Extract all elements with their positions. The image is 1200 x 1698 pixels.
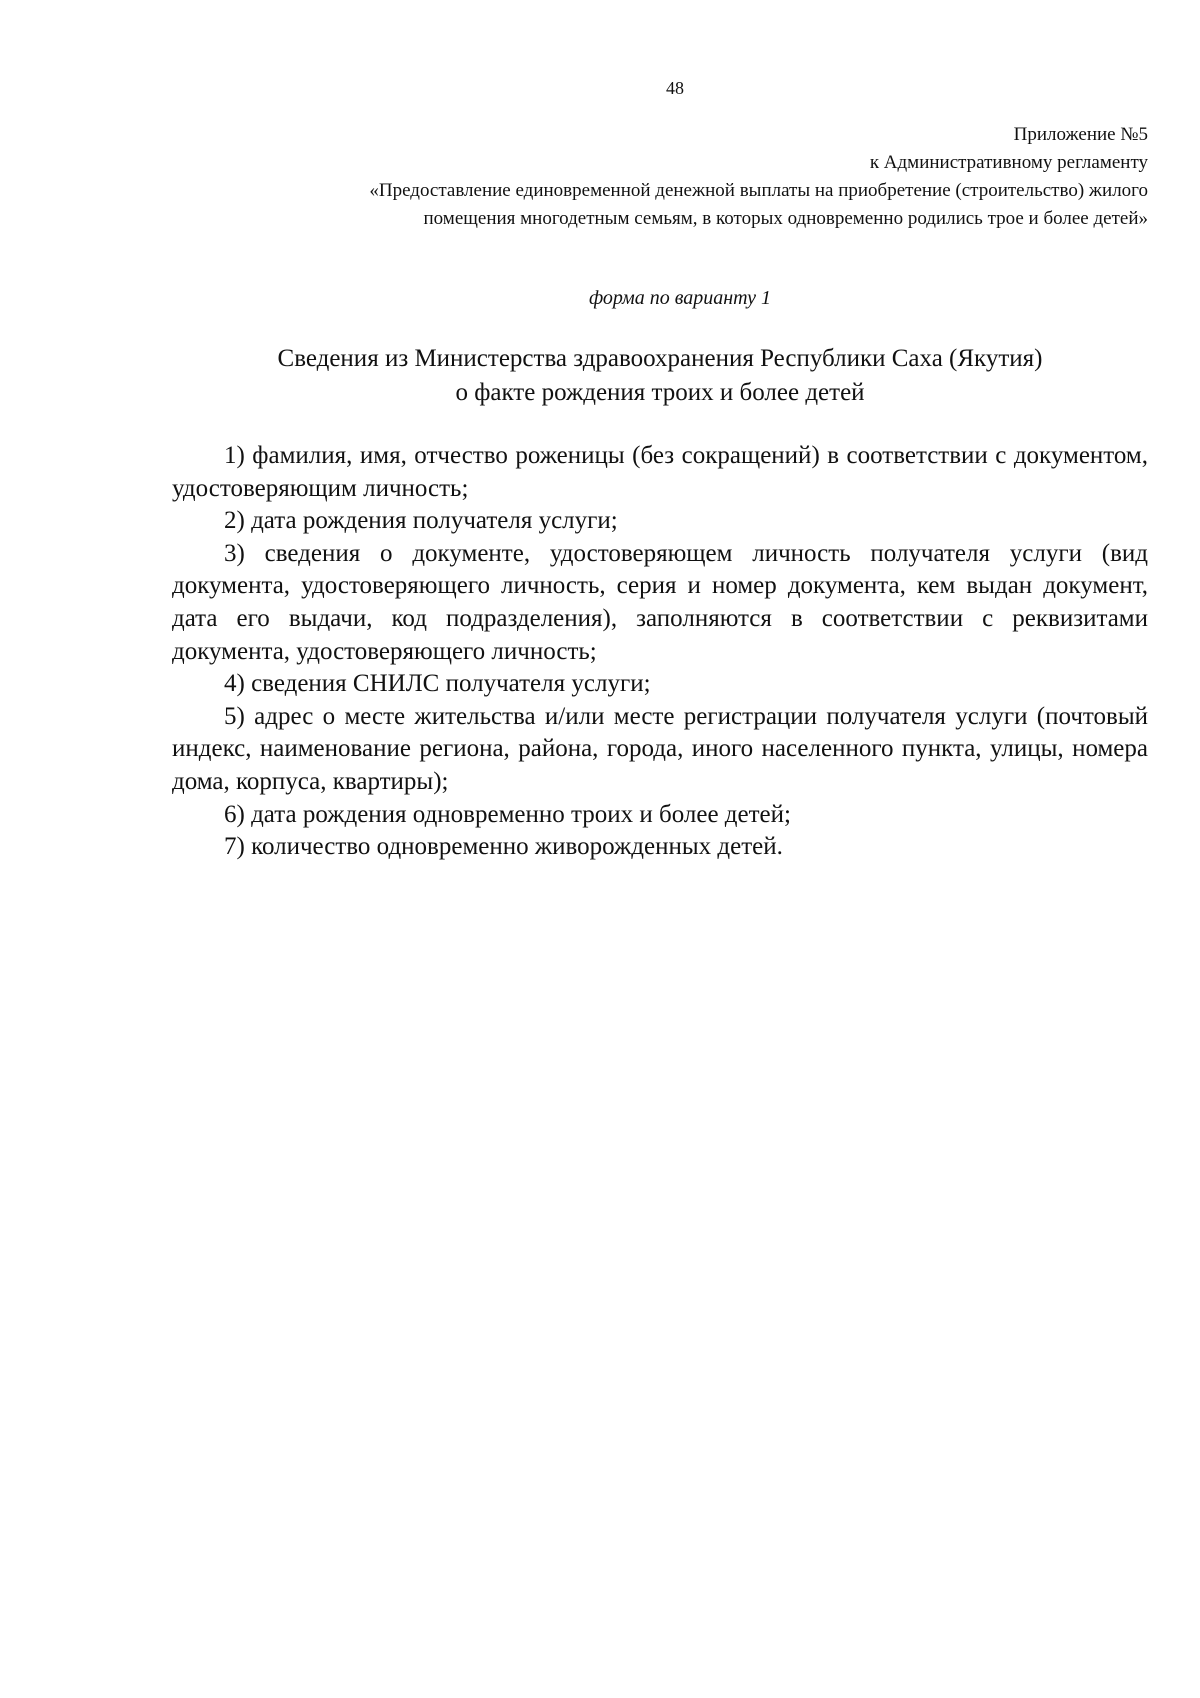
appendix-reference: к Административному регламенту xyxy=(869,152,1148,173)
list-item: 2) дата рождения получателя услуги; xyxy=(224,507,618,535)
list-item: 6) дата рождения одновременно троих и более детей; xyxy=(224,800,791,828)
list-item: 1) фамилия, имя, отчество роженицы (без сокращений) в соответствии с документом, удостоверяющим личность; xyxy=(172,442,1148,502)
appendix-number: Приложение №5 xyxy=(1013,124,1148,145)
appendix-regulation-title-line-2: помещения многодетным семьям, в которых одновременно родились трое и более детей» xyxy=(423,208,1148,229)
form-variant-label: форма по варианту 1 xyxy=(589,287,771,309)
list-item: 4) сведения СНИЛС получателя услуги; xyxy=(224,670,651,698)
appendix-regulation-title-line-1: «Предоставление единовременной денежной выплаты на приобретение (строительство) жилого xyxy=(369,180,1148,201)
document-title-line-1: Сведения из Министерства здравоохранения Республики Саха (Якутия) xyxy=(277,345,1043,372)
document-title xyxy=(170,342,1150,410)
list-item: 7) количество одновременно живорожденных детей. xyxy=(224,833,783,861)
document-title-line-2: о факте рождения троих и более детей xyxy=(455,379,865,406)
list-item: 5) адрес о месте жительства и/или месте регистрации получателя услуги (почтовый индекс, наименование региона, района, города, иного населенного пункта, улицы, номера дома, корпуса, квартиры); xyxy=(172,702,1148,795)
list-item: 3) сведения о документе, удостоверяющем личность получателя услуги (вид документа, удостоверяющего личность, серия и номер документа, кем выдан документ, дата его выдачи, код подразделения), заполняются в соответствии с реквизитами документа, удостоверяющего личность; xyxy=(172,539,1148,665)
appendix-header xyxy=(148,121,1148,233)
items-list xyxy=(172,440,1148,864)
page-number: 48 xyxy=(666,78,684,98)
